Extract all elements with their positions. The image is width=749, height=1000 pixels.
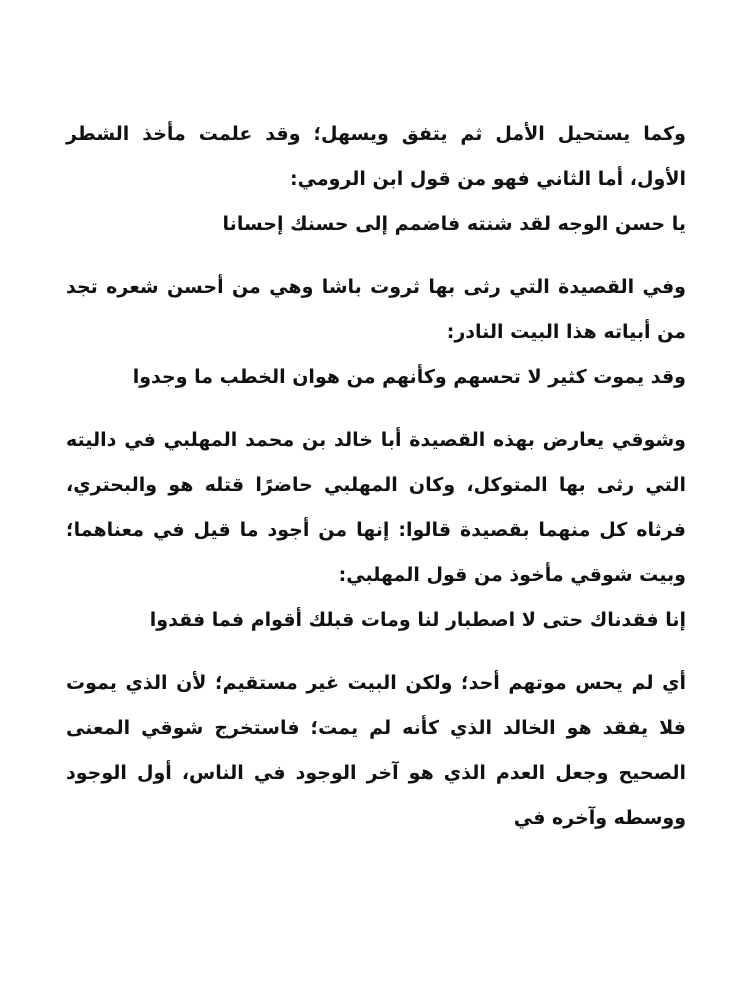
paragraph-1: وكما يستحيل الأمل ثم يتفق ويسهل؛ وقد علمت مأخذ الشطر الأول، أما الثاني فهو من قول ابن الرومي: xyxy=(66,123,686,190)
verse-3: إنا فقدناك حتى لا اصطبار لنا ومات قبلك أقوام فما فقدوا xyxy=(149,609,686,631)
paragraph-3: وشوقي يعارض بهذه القصيدة أبا خالد بن محمد المهلبي في داليته التي رثى بها المتوكل، وكان المهلبي حاضرًا قتله هو والبحتري، فرثاه كل منهما بقصيدة قالوا: إنها من أجود ما قيل في معناهما؛ وبيت شوقي مأخوذ من قول المهلبي: xyxy=(66,429,686,586)
verse-2: وقد يموت كثير لا تحسهم وكأنهم من هوان الخطب ما وجدوا xyxy=(132,366,686,388)
document-page xyxy=(66,112,686,841)
paragraph-4: أي لم يحس موتهم أحد؛ ولكن البيت غير مستقيم؛ لأن الذي يموت فلا يفقد هو الخالد الذي كأنه لم يمت؛ فاستخرج شوقي المعنى الصحيح وجعل العدم الذي هو آخر الوجود في الناس، أول الوجود ووسطه وآخره في xyxy=(66,672,686,829)
verse-1: يا حسن الوجه لقد شنته فاضمم إلى حسنك إحسانا xyxy=(222,213,686,235)
paragraph-2: وفي القصيدة التي رثى بها ثروت باشا وهي من أحسن شعره تجد من أبياته هذا البيت النادر: xyxy=(66,276,686,343)
